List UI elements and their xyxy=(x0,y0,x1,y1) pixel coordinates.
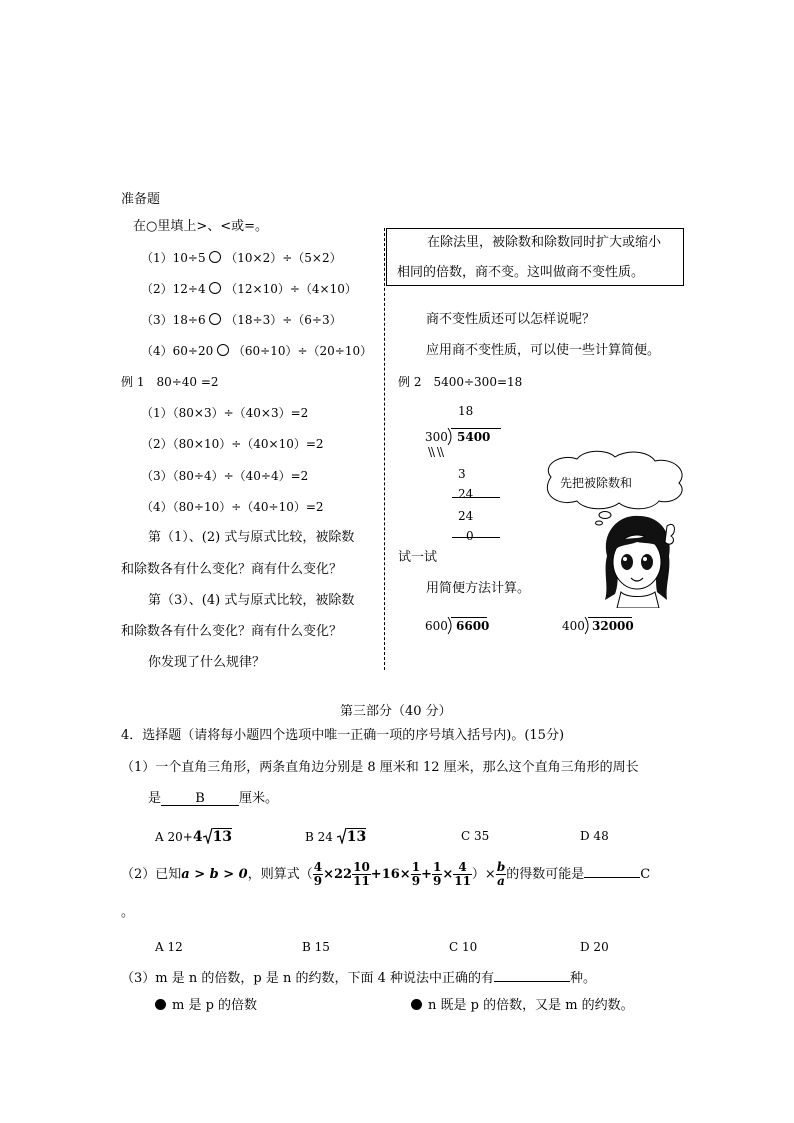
strike-marks: \\ \\ xyxy=(428,445,443,459)
question-line: 你发现了什么规律？ xyxy=(148,655,266,670)
blank-circle[interactable] xyxy=(209,251,221,263)
fraction: $\frac{1}{9}$ xyxy=(411,860,421,888)
dividend: 6600 xyxy=(456,619,490,633)
question-line: 和除数各有什么变化？商有什么变化？ xyxy=(121,562,343,577)
part-title: 第三部分（40 分） xyxy=(340,704,452,719)
q3-bullet: m 是 p 的倍数 xyxy=(155,998,257,1014)
sqrt-icon xyxy=(337,828,347,844)
q3-text: （3）m 是 n 的倍数，p 是 n 的约数，下面 4 种说法中正确的有 种。 xyxy=(121,967,596,987)
option-d: D 20 xyxy=(580,940,609,954)
question-text: 商不变性质还可以怎样说呢？ xyxy=(426,312,596,327)
fraction: $\frac{4}{11}$ xyxy=(454,860,471,888)
try-title: 试一试 xyxy=(398,550,438,565)
division-row: 24 xyxy=(458,487,474,501)
division-line xyxy=(452,537,500,538)
fraction: $\frac{4}{9}$ xyxy=(313,860,323,888)
division-row: 0 xyxy=(466,529,474,543)
blank-circle[interactable] xyxy=(209,313,221,325)
exercise-row: （2）12÷4 （12×10）÷（4×10） xyxy=(141,282,357,296)
question-4: 4．选择题（请将每小题四个选项中唯一正确一项的序号填入括号内)。(15分) xyxy=(121,728,565,743)
definition-line: 相同的倍数，商不变。这叫做商不变性质。 xyxy=(397,265,645,280)
option-d: D 48 xyxy=(580,829,609,843)
question-line: 和除数各有什么变化？商有什么变化？ xyxy=(121,624,343,639)
question-line: 第（3）、(4) 式与原式比较，被除数 xyxy=(148,593,355,608)
blank-circle[interactable] xyxy=(209,282,221,294)
question-text: 应用商不变性质，可以使一些计算简便。 xyxy=(426,343,661,358)
answer-blank[interactable] xyxy=(584,863,640,878)
section-heading: 准备题 xyxy=(121,192,161,207)
divisor: 300 xyxy=(425,430,448,444)
column-divider xyxy=(384,228,385,670)
try-instruction: 用简便方法计算。 xyxy=(426,581,531,596)
quotient: 18 xyxy=(458,404,474,418)
q1-answer-line: 是 B 厘米。 xyxy=(148,791,279,806)
option-a: A 20+4 13 xyxy=(155,829,233,845)
option-b: B 15 xyxy=(302,940,330,954)
example1-item: （4）（80÷10）÷（40÷10）=2 xyxy=(141,500,324,514)
divisor: 600 xyxy=(425,619,448,633)
q3-bullet: n 既是 p 的倍数，又是 m 的约数。 xyxy=(411,998,634,1014)
fraction: $\frac{10}{11}$ xyxy=(353,860,370,888)
definition-box xyxy=(386,228,684,286)
condition: a > b > 0 xyxy=(181,867,248,882)
example1-item: （3）（80÷4）÷（40÷4）=2 xyxy=(141,469,309,483)
division-bracket xyxy=(451,428,501,429)
girl-illustration xyxy=(597,512,677,612)
cloud-text: 先把被除数和 xyxy=(560,476,633,490)
example1-title: 例 1 80÷40 =2 xyxy=(121,375,219,389)
bullet-icon xyxy=(411,999,422,1010)
fraction: $\frac{b}{a}$ xyxy=(496,860,506,888)
option-c: C 10 xyxy=(449,940,478,954)
division-bracket xyxy=(588,617,632,618)
sqrt-icon xyxy=(203,828,213,844)
bullet-icon xyxy=(155,999,166,1010)
question-line: 第（1）、(2) 式与原式比较，被除数 xyxy=(148,530,355,545)
example1-item: （1）（80×3）÷（40×3）=2 xyxy=(141,406,309,420)
exercise-row: （1）10÷5 （10×2）÷（5×2） xyxy=(141,251,342,265)
exercise-row: （3）18÷6 （18÷3）÷（6÷3） xyxy=(141,313,342,327)
division-line xyxy=(452,497,500,498)
option-c: C 35 xyxy=(461,829,490,843)
example2-title: 例 2 5400÷300=18 xyxy=(398,375,523,389)
dividend: 5400 xyxy=(457,430,491,444)
answer-blank[interactable]: B xyxy=(161,791,239,806)
division-bracket xyxy=(451,617,487,618)
q2-end: 。 xyxy=(121,905,135,920)
q1-text: （1）一个直角三角形，两条直角边分别是 8 厘米和 12 厘米，那么这个直角三角形的周长 xyxy=(121,760,639,775)
answer-blank[interactable] xyxy=(494,967,570,982)
divisor: 400 xyxy=(562,619,585,633)
exercise-row: （4）60÷20 （60÷10）÷（20÷10） xyxy=(141,344,373,358)
option-a: A 12 xyxy=(155,940,183,954)
definition-line: 在除法里，被除数和除数同时扩大或缩小 xyxy=(427,235,662,250)
q2-text: （2）已知a > b > 0，则算式（ $\frac{4}{9}$ ×22 $\frac{10}{11}$ +16× $\frac{1}{9}$ + $\frac{1}{9}$ × $\frac{4}{11}$ ）× $\frac{b}{a}$ 的得数可能是 C xyxy=(121,860,651,888)
blank-circle[interactable] xyxy=(217,344,229,356)
fraction: $\frac{1}{9}$ xyxy=(432,860,442,888)
division-row: 24 xyxy=(458,509,474,523)
example1-item: （2）（80×10）÷（40×10）=2 xyxy=(141,437,324,451)
dividend: 32000 xyxy=(592,619,634,633)
instruction-text: 在○里填上>、<或=。 xyxy=(133,219,269,234)
division-row: 3 xyxy=(458,467,466,481)
option-b: B 24 13 xyxy=(305,829,367,845)
